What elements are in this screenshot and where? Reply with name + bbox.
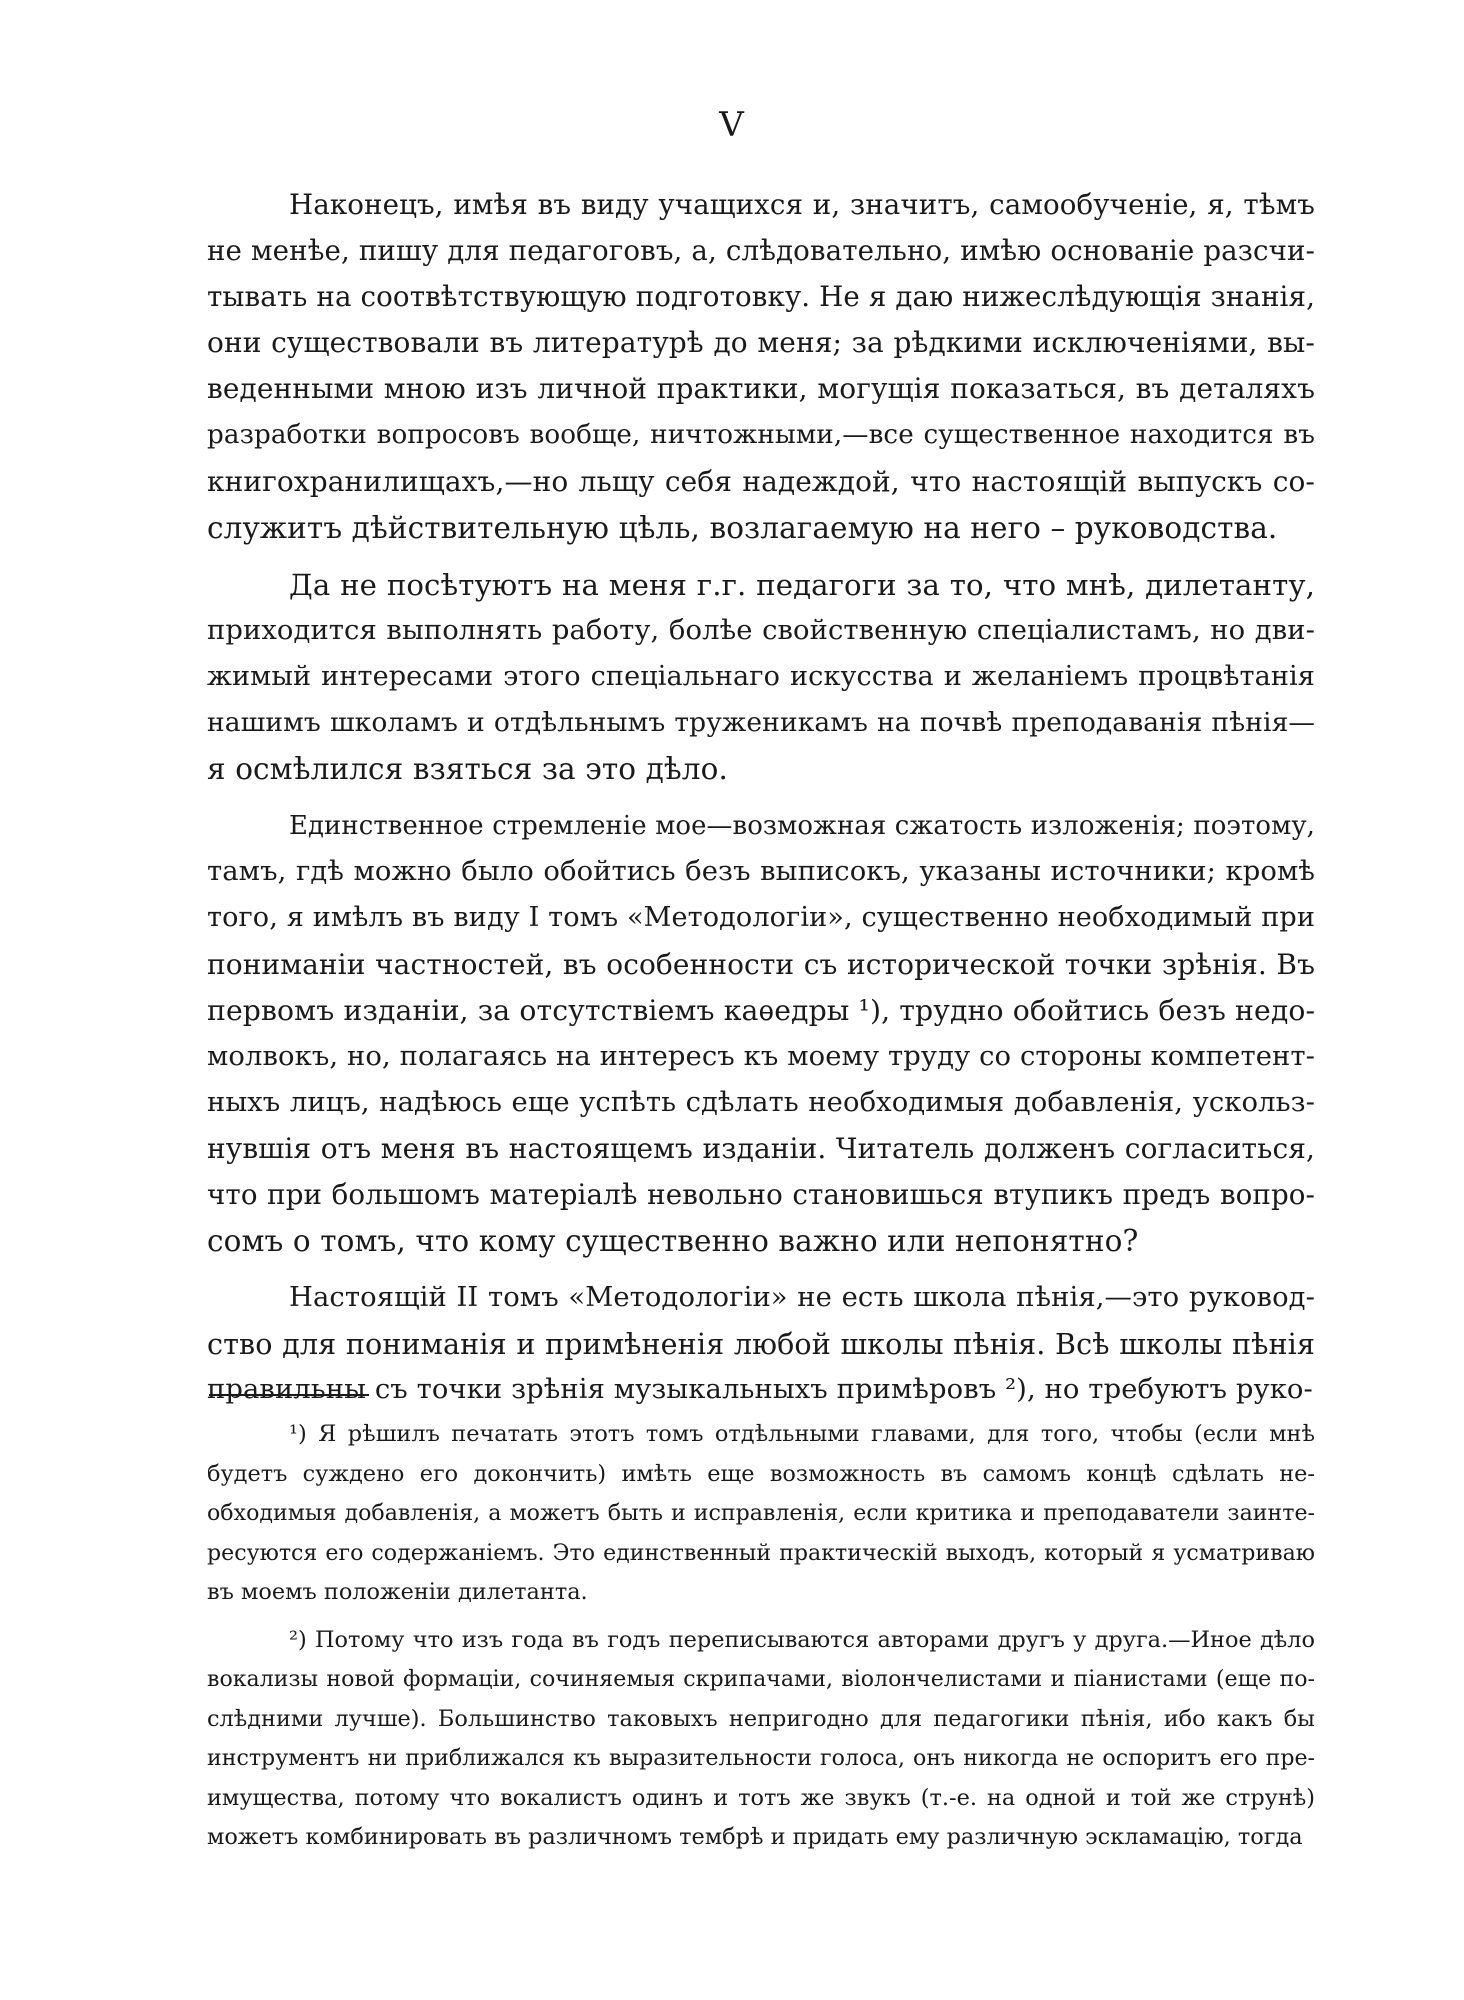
text-line: нувшія отъ меня въ настоящемъ изданіи. Читатель долженъ согласиться, [207, 1131, 1315, 1165]
text-line: правильны съ точки зрѣнія музыкальныхъ примѣровъ ²), но требуютъ руко- [207, 1374, 1313, 1406]
paragraph [207, 562, 1315, 792]
text-line: разработки вопросовъ вообще, ничтожными,—все существенное находится въ [207, 420, 1315, 451]
footnote-line: слѣдними лучше). Большинство таковыхъ непригодно для педагогики пѣнія, ибо какъ бы [207, 1705, 1315, 1732]
page-number: V [719, 105, 745, 145]
footnote-separator [209, 1394, 369, 1396]
footnote-line [207, 1621, 1315, 1661]
text-line: первомъ изданіи, за отсутствіемъ каѳедры ¹), трудно обойтись безъ недо- [207, 993, 1316, 1027]
footnote-line: можетъ комбинировать въ различномъ тембрѣ и придать ему различную эскламацію, тогда [207, 1824, 1303, 1850]
paragraph [207, 803, 1315, 1264]
text-line: жимый интересами этого спеціальнаго искусства и желаніемъ процвѣтанія [207, 660, 1315, 692]
footnote-line: будетъ суждено его докончить) имѣть еще возможность въ самомъ концѣ сдѣлать не- [207, 1460, 1315, 1487]
text-line: веденными мною изъ личной практики, могущія показаться, въ деталяхъ [207, 372, 1315, 406]
footnote-text: Потому что изъ года въ годъ переписываются авторами другъ у друга.—Иное дѣло [315, 1626, 1315, 1653]
text-line: что при большомъ матеріалѣ невольно становишься втупикъ предъ вопро- [207, 1177, 1315, 1211]
paragraph [207, 182, 1315, 551]
footnote-line: въ моемъ положеніи дилетанта. [207, 1579, 588, 1605]
text-line: сомъ о томъ, что кому существенно важно или непонятно? [207, 1224, 1139, 1259]
text-line: книгохранилищахъ,—но льщу себя надеждой, что настоящій выпускъ со- [207, 464, 1315, 498]
text-line: я осмѣлился взяться за это дѣло. [207, 752, 728, 787]
text-line: ныхъ лицъ, надѣюсь еще успѣть сдѣлать необходимыя добавленія, ускольз- [207, 1086, 1315, 1118]
main-text [207, 182, 1315, 1424]
text-line: Да не посѣтуютъ на меня г.г. педагоги за то, что мнѣ, дилетанту, [289, 567, 1315, 602]
footnote [207, 1621, 1315, 1858]
text-line: Настоящій II томъ «Методологіи» не есть школа пѣнія,—это руковод- [289, 1282, 1315, 1314]
footnote-line: ресуются его содержаніемъ. Это единственный практическій выходъ, который я усматриваю [207, 1539, 1315, 1566]
text-line: ство для пониманія и примѣненія любой школы пѣнія. Всѣ школы пѣнія [207, 1327, 1315, 1362]
text-line: они существовали въ литературѣ до меня; за рѣдкими исключеніями, вы- [207, 326, 1315, 360]
text-line: тамъ, гдѣ можно было обойтись безъ выписокъ, указаны источники; кромѣ [207, 856, 1315, 888]
text-line: тывать на соотвѣтствующую подготовку. Не я даю нижеслѣдующія знанія, [207, 280, 1315, 314]
footnote-marker: ¹) [289, 1421, 307, 1447]
text-line: приходится выполнять работу, болѣе свойственную спеціалистамъ, но дви- [207, 614, 1315, 646]
text-line: того, я имѣлъ въ виду I томъ «Методологіи», существенно необходимый при [207, 902, 1315, 934]
text-line: Единственное стремленіе мое—возможная сжатость изложенія; поэтому, [289, 811, 1315, 842]
text-line: нашимъ школамъ и отдѣльнымъ труженикамъ на почвѣ преподаванія пѣнія— [207, 707, 1315, 739]
text-line: служитъ дѣйствительную цѣль, возлагаемую на него – руководства. [207, 510, 1278, 545]
text-line: не менѣе, пишу для педагоговъ, а, слѣдовательно, имѣю основаніе разсчи- [207, 234, 1315, 268]
text-line: молвокъ, но, полагаясь на интересъ къ моему труду со стороны компетент- [207, 1040, 1315, 1072]
footnote-line: вокализы новой формаціи, сочиняемыя скрипачами, віолончелистами и піанистами (еще по- [207, 1666, 1315, 1692]
footnote-line: инструментъ ни приближался къ выразительности голоса, онъ никогда не оспоритъ его пре- [207, 1745, 1315, 1771]
footnote-line [207, 1415, 1315, 1455]
footnote-line: обходимыя добавленія, а можетъ быть и исправленія, если критика и преподаватели заинте- [207, 1500, 1315, 1526]
paragraph [207, 1275, 1315, 1413]
text-line: пониманіи частностей, въ особенности съ исторической точки зрѣнія. Въ [207, 947, 1315, 981]
footnote [207, 1415, 1315, 1613]
footnote-text: Я рѣшилъ печатать этотъ томъ отдѣльными главами, для того, чтобы (если мнѣ [318, 1421, 1315, 1447]
footnote-marker: ²) [289, 1626, 307, 1653]
footnote-line: имущества, потому что вокалистъ одинъ и тотъ же звукъ (т.-е. на одной и той же струнѣ) [207, 1784, 1315, 1811]
text-line: Наконецъ, имѣя въ виду учащихся и, значитъ, самообученіе, я, тѣмъ [289, 188, 1315, 221]
footnotes [207, 1415, 1315, 1866]
